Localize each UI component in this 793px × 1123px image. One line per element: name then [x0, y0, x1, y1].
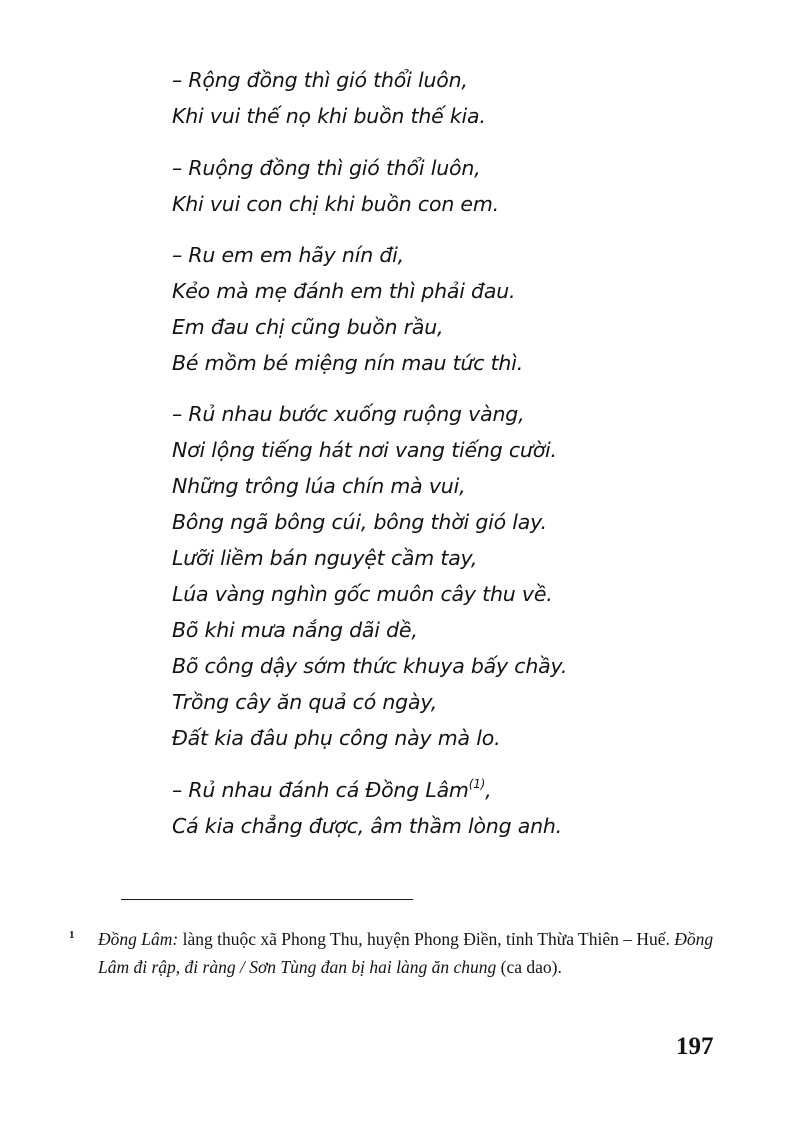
- poem-line: Bé mồm bé miệng nín mau tức thì.: [172, 351, 524, 375]
- poem-line: Bõ khi mưa nắng dãi dề,: [172, 618, 418, 642]
- poem-line: Trồng cây ăn quả có ngày,: [172, 690, 438, 714]
- poem-line: [172, 772, 562, 808]
- footnote-divider: [121, 899, 413, 900]
- footnote-text: làng thuộc xã Phong Thu, huyện Phong Điền, tỉnh Thừa Thiên – Huế.: [178, 929, 675, 949]
- page-number: 197: [676, 1033, 714, 1060]
- poem-line: Lúa vàng nghìn gốc muôn cây thu về.: [172, 582, 553, 606]
- poem-line: Bõ công dậy sớm thức khuya bấy chầy.: [172, 654, 568, 678]
- poem-line-text: – Rủ nhau đánh cá Đồng Lâm: [172, 778, 469, 802]
- poem-line: Khi vui con chị khi buồn con em.: [172, 192, 499, 216]
- stanza: [172, 772, 562, 844]
- stanza: [172, 396, 567, 756]
- poem-line-punctuation: ,: [485, 778, 492, 802]
- footnote-text: (ca dao).: [496, 956, 562, 977]
- poem-line: Nơi lộng tiếng hát nơi vang tiếng cười.: [172, 438, 557, 462]
- stanza: [172, 150, 499, 222]
- footnote-term: Đồng Lâm:: [98, 929, 179, 949]
- poem-line: Kẻo mà mẹ đánh em thì phải đau.: [172, 279, 516, 303]
- stanza: [172, 237, 523, 381]
- poem-line: Lưỡi liềm bán nguyệt cầm tay,: [172, 546, 478, 570]
- poem-line: Khi vui thế nọ khi buồn thế kia.: [172, 104, 486, 128]
- poem-line: Cá kia chẳng được, âm thầm lòng anh.: [172, 814, 562, 838]
- poem-line: Bông ngã bông cúi, bông thời gió lay.: [172, 510, 547, 534]
- poem-line: – Rủ nhau bước xuống ruộng vàng,: [172, 402, 525, 426]
- poem-line: Những trông lúa chín mà vui,: [172, 474, 466, 498]
- poem-line: – Rộng đồng thì gió thổi luôn,: [172, 68, 468, 92]
- poem-line: Đất kia đâu phụ công này mà lo.: [172, 726, 501, 750]
- footnote-reference: (1): [468, 777, 486, 791]
- poem-line: Em đau chị cũng buồn rầu,: [172, 315, 444, 339]
- footnote-marker: 1: [69, 929, 75, 941]
- poem-line: – Ru em em hãy nín đi,: [172, 243, 404, 267]
- footnote: [69, 926, 728, 981]
- poem-line: – Ruộng đồng thì gió thổi luôn,: [172, 156, 481, 180]
- stanza: [172, 62, 486, 134]
- footnote-quote: Đồng Lâm đi rập, đi ràng / Sơn Tùng đan bị hai làng ăn chung: [98, 929, 714, 977]
